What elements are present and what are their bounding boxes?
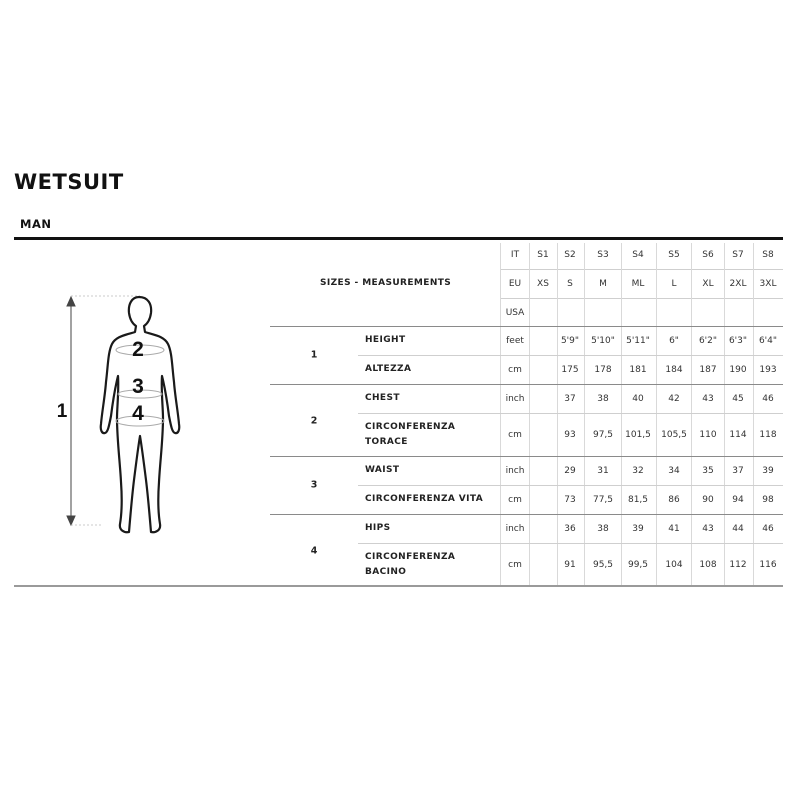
measurement-unit: inch <box>505 465 525 476</box>
measurement-value: 6'3" <box>728 335 748 346</box>
measurement-value: 95,5 <box>592 560 614 570</box>
measurement-value: 77,5 <box>592 494 614 505</box>
size-header-cell: M <box>599 279 607 289</box>
measurement-value: 178 <box>594 364 612 375</box>
size-system-label: USA <box>505 308 525 318</box>
measurement-value: 6" <box>669 335 679 346</box>
measurement-value: 105,5 <box>661 430 687 440</box>
measurement-value: 45 <box>732 393 744 404</box>
size-header-cell: S8 <box>762 250 774 260</box>
measurement-value: 31 <box>597 465 609 476</box>
column-divider <box>621 243 622 585</box>
measurement-value: 41 <box>668 523 680 534</box>
measurement-unit: feet <box>506 335 524 346</box>
body-measurement-figure <box>40 290 230 540</box>
measurement-value: 184 <box>665 364 683 375</box>
group-number: 4 <box>310 545 318 556</box>
measurement-value: 38 <box>597 393 609 404</box>
measurement-value: 99,5 <box>627 560 649 570</box>
column-divider <box>584 243 585 585</box>
size-header-cell: 3XL <box>759 279 777 289</box>
measure-number-2: 2 <box>132 338 144 361</box>
measurement-label: HEIGHT <box>365 335 406 345</box>
measurement-value: 42 <box>668 393 680 404</box>
measurement-label: CIRCONFERENZA VITA <box>365 494 484 504</box>
measurement-unit: cm <box>508 430 522 440</box>
measurement-value: 6'4" <box>758 335 778 346</box>
measurement-value: 32 <box>632 465 644 476</box>
measurement-value: 86 <box>668 494 680 505</box>
group-divider <box>270 326 783 327</box>
group-divider <box>270 456 783 457</box>
measurement-value: 46 <box>762 523 774 534</box>
measurement-value: 187 <box>699 364 717 375</box>
measurement-label: CIRCONFERENZA TORACE <box>365 422 456 447</box>
measurement-value: 37 <box>564 393 576 404</box>
group-divider <box>270 514 783 515</box>
measurement-value: 108 <box>699 560 717 570</box>
measurement-value: 193 <box>759 364 777 375</box>
measurement-unit: inch <box>505 523 525 534</box>
top-divider <box>14 237 783 240</box>
size-header-cell: S <box>567 279 573 289</box>
measurement-unit: inch <box>505 393 525 404</box>
column-divider <box>529 243 530 585</box>
measurement-value: 181 <box>629 364 647 375</box>
size-header-cell: S6 <box>702 250 714 260</box>
measurement-label: ALTEZZA <box>365 364 412 374</box>
measurement-label: WAIST <box>365 465 400 475</box>
measurement-value: 46 <box>762 393 774 404</box>
measurement-label: CIRCONFERENZA BACINO <box>365 552 456 577</box>
measurement-value: 37 <box>732 465 744 476</box>
measurement-value: 97,5 <box>592 430 614 440</box>
measurement-value: 90 <box>702 494 714 505</box>
measure-number-1: 1 <box>56 401 68 422</box>
group-number: 1 <box>310 349 318 361</box>
measure-number-4: 4 <box>132 402 144 425</box>
sizes-measurements-label: SIZES - MEASUREMENTS <box>320 278 452 288</box>
size-header-cell: S2 <box>564 250 576 260</box>
measurement-unit: cm <box>508 494 522 505</box>
measurement-value: 112 <box>729 560 747 570</box>
column-divider <box>656 243 657 585</box>
measurement-value: 40 <box>632 393 644 404</box>
size-header-cell: S3 <box>597 250 609 260</box>
measurement-value: 36 <box>564 523 576 534</box>
measurement-value: 118 <box>759 430 777 440</box>
measurement-unit: cm <box>508 560 522 570</box>
measurement-value: 35 <box>702 465 714 476</box>
size-header-cell: S4 <box>632 250 644 260</box>
row-divider <box>358 543 783 544</box>
measurement-value: 43 <box>702 393 714 404</box>
measurement-unit: cm <box>508 364 522 375</box>
measurement-value: 38 <box>597 523 609 534</box>
measurement-value: 116 <box>759 560 777 570</box>
size-header-cell: XS <box>537 279 549 289</box>
group-number: 2 <box>310 415 318 426</box>
size-header-cell: S5 <box>668 250 680 260</box>
size-header-cell: 2XL <box>729 279 747 289</box>
measurement-value: 93 <box>564 430 576 440</box>
measurement-value: 5'9" <box>560 335 580 346</box>
measurement-value: 81,5 <box>627 494 649 505</box>
size-header-cell: L <box>671 279 677 289</box>
column-divider <box>557 243 558 585</box>
measurement-value: 190 <box>729 364 747 375</box>
group-divider <box>270 384 783 385</box>
measurement-value: 5'10" <box>591 335 615 346</box>
section-subtitle: MAN <box>20 217 52 231</box>
row-divider <box>358 413 783 414</box>
measurement-value: 98 <box>762 494 774 505</box>
header-row-divider <box>500 298 783 299</box>
measurement-value: 39 <box>762 465 774 476</box>
size-header-cell: ML <box>631 279 645 289</box>
measurement-value: 43 <box>702 523 714 534</box>
row-divider <box>358 355 783 356</box>
group-number: 3 <box>310 479 318 491</box>
measurement-value: 91 <box>564 560 576 570</box>
measurement-value: 39 <box>632 523 644 534</box>
measurement-value: 5'11" <box>626 335 650 346</box>
measurement-value: 29 <box>564 465 576 476</box>
measure-number-3: 3 <box>132 375 144 398</box>
column-divider <box>753 243 754 585</box>
size-header-cell: S1 <box>537 250 549 260</box>
row-divider <box>358 485 783 486</box>
measurement-value: 110 <box>699 430 717 440</box>
measurement-label: CHEST <box>365 393 400 403</box>
size-system-label: EU <box>508 279 522 289</box>
measurement-value: 44 <box>732 523 744 534</box>
measurement-label: HIPS <box>365 523 391 533</box>
measurement-value: 94 <box>732 494 744 505</box>
measurement-value: 101,5 <box>625 430 651 440</box>
page-title: WETSUIT <box>14 170 124 194</box>
measurement-value: 6'2" <box>698 335 718 346</box>
size-header-cell: XL <box>702 279 714 289</box>
size-header-cell: S7 <box>732 250 744 260</box>
bottom-divider <box>14 585 783 587</box>
column-divider <box>691 243 692 585</box>
measurement-value: 104 <box>665 560 683 570</box>
column-divider <box>724 243 725 585</box>
header-row-divider <box>500 269 783 270</box>
size-system-label: IT <box>510 250 520 260</box>
measurement-value: 34 <box>668 465 680 476</box>
measurement-value: 73 <box>564 494 576 505</box>
measurement-value: 175 <box>561 364 579 375</box>
measurement-value: 114 <box>729 430 747 440</box>
